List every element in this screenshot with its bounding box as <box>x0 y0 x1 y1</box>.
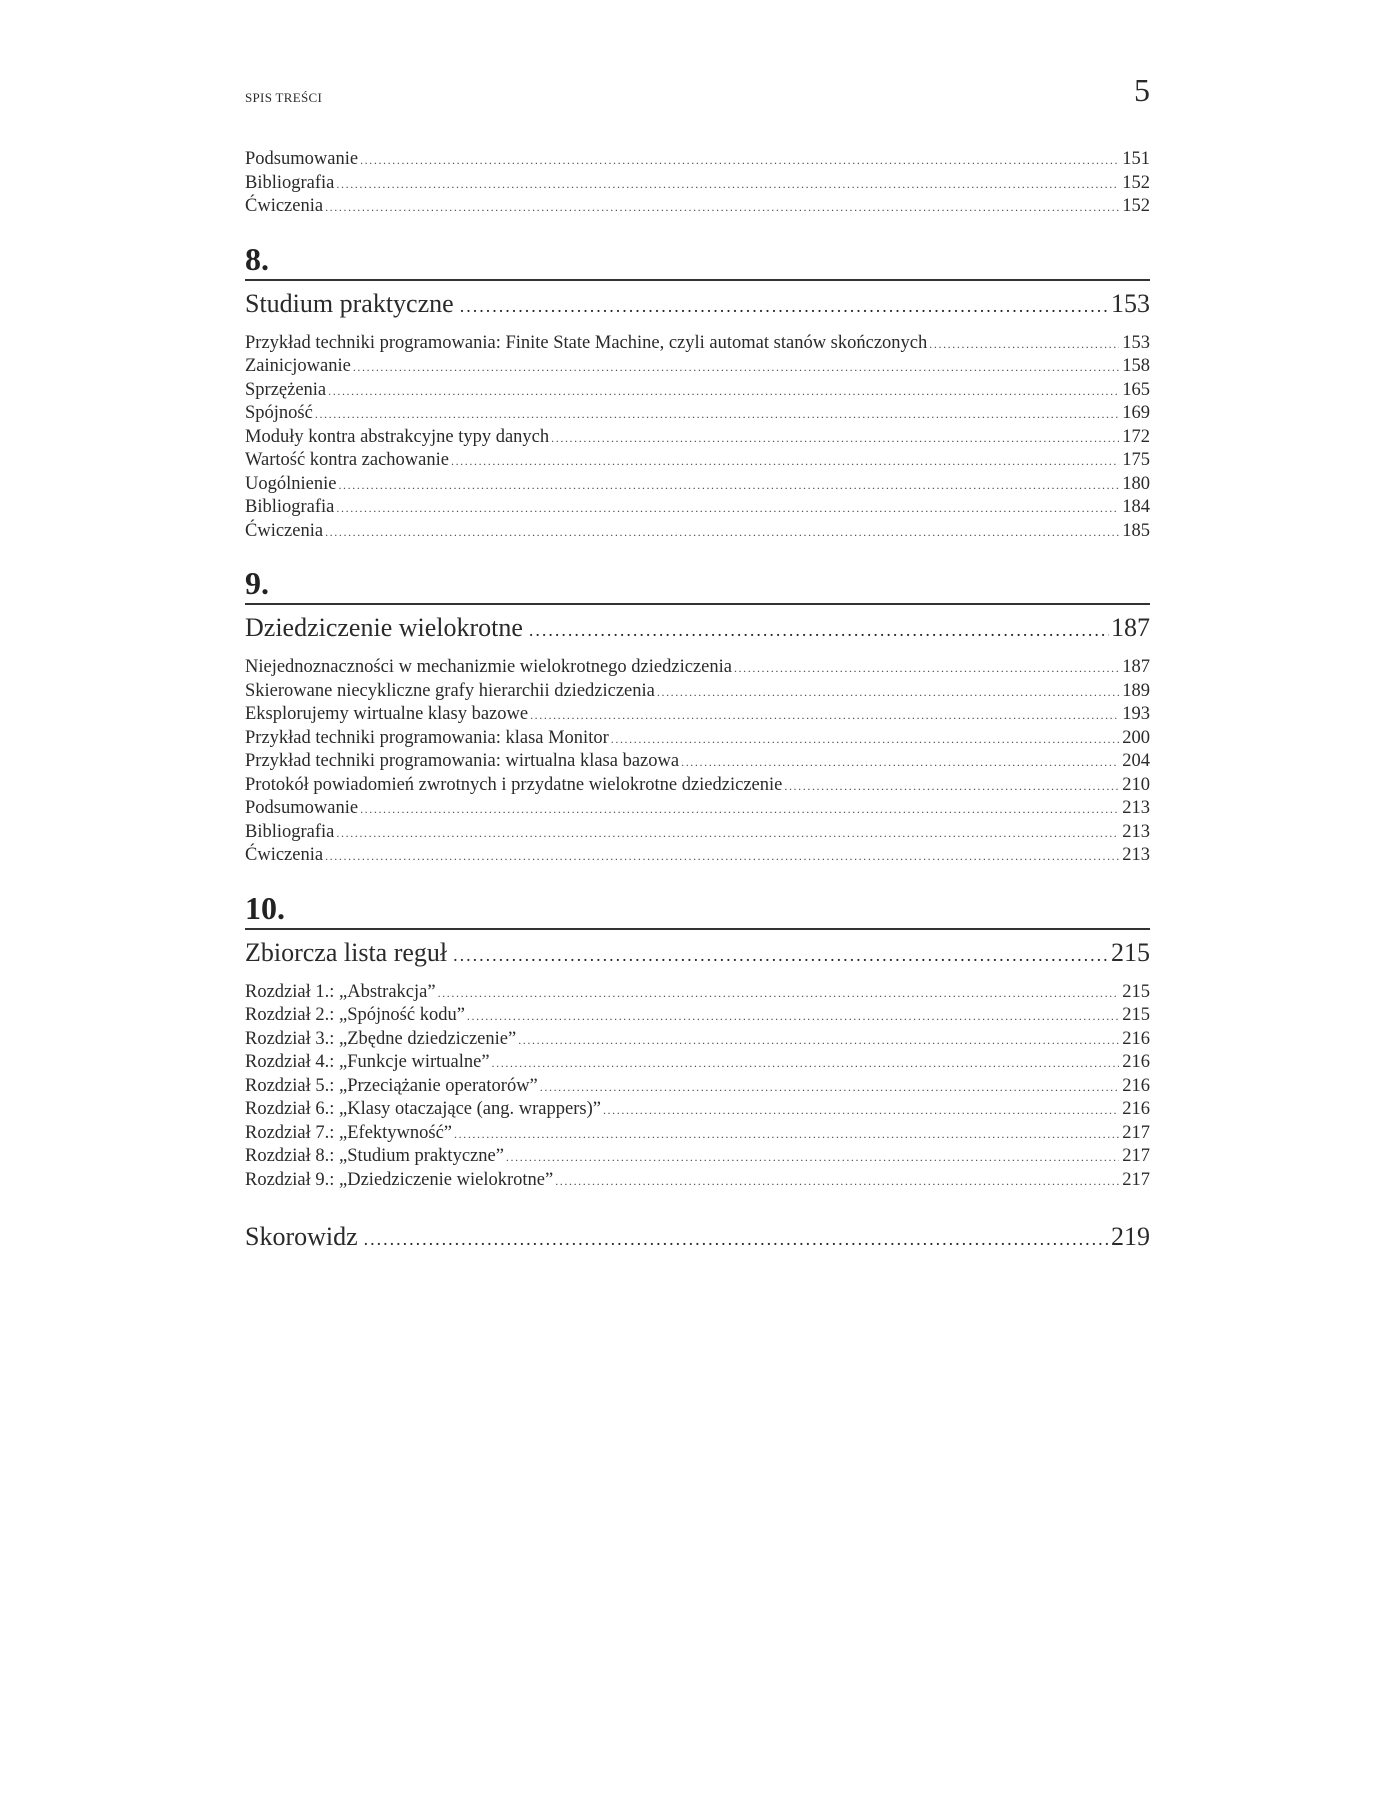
toc-entry <box>245 703 1150 727</box>
chapter-number: 8. <box>245 240 269 277</box>
dot-leader <box>530 704 1119 728</box>
toc-entry <box>245 981 1150 1005</box>
toc-entry-page: 151 <box>1122 149 1150 169</box>
document-page <box>245 0 1150 1812</box>
toc-entry-title: Rozdział 6.: „Klasy otaczające (ang. wrappers)” <box>245 1099 601 1119</box>
toc-entry-page: 216 <box>1122 1099 1150 1119</box>
toc-entry-title: Rozdział 7.: „Efektywność” <box>245 1122 453 1143</box>
dot-leader <box>338 474 1119 498</box>
dot-leader <box>551 427 1119 451</box>
toc-entry-title: Ćwiczenia <box>245 520 324 541</box>
toc-entry-title: Bibliografia <box>245 497 335 517</box>
dot-leader <box>454 1123 1119 1147</box>
chapter-divider <box>245 928 1150 930</box>
dot-leader <box>681 751 1119 775</box>
toc-entry-title: Rozdział 9.: „Dziedziczenie wielokrotne” <box>245 1169 554 1190</box>
toc-entry <box>245 379 1150 403</box>
toc-entry-page: 217 <box>1122 1122 1150 1143</box>
toc-entry-page: 213 <box>1122 845 1150 865</box>
index-page: 219 <box>1111 1222 1150 1251</box>
index-title: Skorowidz <box>245 1222 358 1251</box>
toc-entry-title: Zainicjowanie <box>245 356 351 376</box>
toc-entry-title: Skierowane niecykliczne grafy hierarchii dziedziczenia <box>245 680 655 701</box>
toc-entry-title: Niejednoznaczności w mechanizmie wielokrotnego dziedziczenia <box>245 657 732 677</box>
dot-leader <box>360 798 1119 822</box>
toc-entry-page: 158 <box>1122 356 1150 376</box>
toc-entry <box>245 520 1150 544</box>
dot-leader <box>336 173 1119 197</box>
dot-leader <box>506 1146 1119 1170</box>
chapter-title: Zbiorcza lista reguł <box>245 937 448 967</box>
toc-entry-page: 172 <box>1122 426 1150 447</box>
toc-entry-title: Uogólnienie <box>245 473 337 494</box>
toc-entry <box>245 496 1150 520</box>
dot-leader <box>611 728 1120 752</box>
dot-leader <box>460 289 1109 323</box>
toc-entry-page: 189 <box>1122 680 1150 701</box>
chapter-heading <box>245 936 1150 972</box>
toc-entry <box>245 656 1150 680</box>
toc-entry-page: 204 <box>1122 751 1150 771</box>
chapter-number: 10. <box>245 889 285 926</box>
dot-leader <box>529 613 1109 647</box>
table-of-contents <box>245 148 1150 1265</box>
dot-leader <box>336 497 1119 521</box>
running-title: SPIS TREŚCI <box>245 90 323 105</box>
chapter-divider <box>245 279 1150 281</box>
toc-entry <box>245 797 1150 821</box>
toc-entry-title: Rozdział 8.: „Studium praktyczne” <box>245 1146 504 1166</box>
chapter-section <box>245 890 1150 1193</box>
toc-entry-page: 180 <box>1122 473 1150 494</box>
toc-entry-title: Moduły kontra abstrakcyjne typy danych <box>245 426 550 447</box>
dot-leader <box>492 1052 1120 1076</box>
chapter-number: 9. <box>245 565 269 601</box>
toc-entry-page: 215 <box>1122 1005 1150 1025</box>
chapter-page: 153 <box>1111 288 1150 318</box>
toc-entry-title: Podsumowanie <box>245 798 359 818</box>
toc-entry <box>245 355 1150 379</box>
toc-entry-page: 213 <box>1122 798 1150 818</box>
dot-leader <box>929 333 1119 357</box>
toc-entry-page: 215 <box>1122 981 1150 1002</box>
toc-entry-title: Bibliografia <box>245 172 335 193</box>
dot-leader <box>364 1222 1109 1256</box>
toc-entry-page: 152 <box>1122 172 1150 193</box>
toc-entry-page: 169 <box>1122 403 1150 423</box>
dot-leader <box>325 845 1119 869</box>
chapter-page: 187 <box>1111 613 1150 642</box>
toc-entry <box>245 1145 1150 1169</box>
dot-leader <box>438 982 1120 1006</box>
toc-entry <box>245 1169 1150 1193</box>
toc-entry <box>245 821 1150 845</box>
toc-entry-page: 184 <box>1122 497 1150 517</box>
dot-leader <box>467 1005 1119 1029</box>
dot-leader <box>555 1170 1119 1194</box>
running-header <box>245 70 1150 110</box>
toc-entry-title: Ćwiczenia <box>245 196 324 216</box>
toc-entry-title: Przykład techniki programowania: klasa Monitor <box>245 727 609 748</box>
toc-entry <box>245 750 1150 774</box>
dot-leader <box>603 1099 1119 1123</box>
toc-entry <box>245 449 1150 473</box>
toc-entry-title: Ćwiczenia <box>245 845 324 865</box>
toc-entry-page: 187 <box>1122 657 1150 677</box>
dot-leader <box>657 681 1119 705</box>
toc-entry-page: 165 <box>1122 379 1150 400</box>
dot-leader <box>315 403 1119 427</box>
dot-leader <box>325 521 1119 545</box>
toc-entry-title: Rozdział 5.: „Przeciążanie operatorów” <box>245 1075 538 1096</box>
toc-entry-title: Protokół powiadomień zwrotnych i przydatne wielokrotne dziedziczenie <box>245 774 783 795</box>
toc-entry-title: Przykład techniki programowania: wirtualna klasa bazowa <box>245 751 680 771</box>
toc-entry-title: Przykład techniki programowania: Finite State Machine, czyli automat stanów skończonych <box>245 332 928 353</box>
toc-entry-page: 217 <box>1122 1169 1150 1190</box>
chapter-divider <box>245 603 1150 605</box>
toc-entry <box>245 727 1150 751</box>
toc-entry <box>245 332 1150 356</box>
toc-entry-title: Rozdział 4.: „Funkcje wirtualne” <box>245 1052 490 1072</box>
index-heading <box>245 1220 1150 1256</box>
toc-entry <box>245 473 1150 497</box>
toc-entry-page: 217 <box>1122 1146 1150 1166</box>
toc-entry <box>245 1122 1150 1146</box>
toc-entry <box>245 1004 1150 1028</box>
toc-entry <box>245 1051 1150 1075</box>
toc-entry-page: 153 <box>1122 332 1150 353</box>
toc-entry-title: Rozdział 2.: „Spójność kodu” <box>245 1005 465 1025</box>
toc-entry-page: 152 <box>1122 196 1150 216</box>
dot-leader <box>328 380 1119 404</box>
toc-entry <box>245 844 1150 868</box>
dot-leader <box>336 822 1119 846</box>
dot-leader <box>518 1029 1119 1053</box>
chapter-title: Studium praktyczne <box>245 288 454 318</box>
toc-entry <box>245 402 1150 426</box>
toc-entry-page: 216 <box>1122 1028 1150 1049</box>
toc-entry <box>245 426 1150 450</box>
dot-leader <box>734 657 1119 681</box>
toc-entry-title: Rozdział 3.: „Zbędne dziedziczenie” <box>245 1028 517 1049</box>
chapter-section <box>245 565 1150 868</box>
dot-leader <box>784 775 1119 799</box>
toc-entry-page: 185 <box>1122 520 1150 541</box>
toc-entry <box>245 1098 1150 1122</box>
toc-entry <box>245 1028 1150 1052</box>
toc-entry-title: Eksplorujemy wirtualne klasy bazowe <box>245 704 529 724</box>
toc-entry <box>245 195 1150 219</box>
toc-entry-page: 200 <box>1122 727 1150 748</box>
toc-entry-page: 213 <box>1122 821 1150 842</box>
dot-leader <box>360 149 1119 173</box>
toc-entry-title: Rozdział 1.: „Abstrakcja” <box>245 981 436 1002</box>
toc-entry-title: Bibliografia <box>245 821 335 842</box>
toc-entry-title: Spójność <box>245 403 313 423</box>
toc-entry-page: 210 <box>1122 774 1150 795</box>
dot-leader <box>540 1076 1119 1100</box>
toc-entry-page: 216 <box>1122 1075 1150 1096</box>
dot-leader <box>453 938 1109 972</box>
toc-entry-page: 216 <box>1122 1052 1150 1072</box>
dot-leader <box>353 356 1119 380</box>
chapter-section <box>245 241 1150 544</box>
toc-entry <box>245 1075 1150 1099</box>
chapter-title: Dziedziczenie wielokrotne <box>245 613 523 642</box>
toc-entry <box>245 680 1150 704</box>
toc-entry-title: Wartość kontra zachowanie <box>245 450 449 470</box>
toc-entry <box>245 148 1150 172</box>
dot-leader <box>451 450 1119 474</box>
page-number: 5 <box>1134 72 1150 108</box>
chapter-page: 215 <box>1111 937 1150 967</box>
toc-entry-page: 193 <box>1122 704 1150 724</box>
toc-entry-title: Podsumowanie <box>245 149 359 169</box>
dot-leader <box>325 196 1119 220</box>
chapter-heading <box>245 611 1150 647</box>
toc-entry <box>245 774 1150 798</box>
toc-entry-page: 175 <box>1122 450 1150 470</box>
toc-entry-title: Sprzężenia <box>245 379 327 400</box>
previous-chapter-entries <box>245 148 1150 219</box>
toc-entry <box>245 172 1150 196</box>
chapter-heading <box>245 287 1150 323</box>
